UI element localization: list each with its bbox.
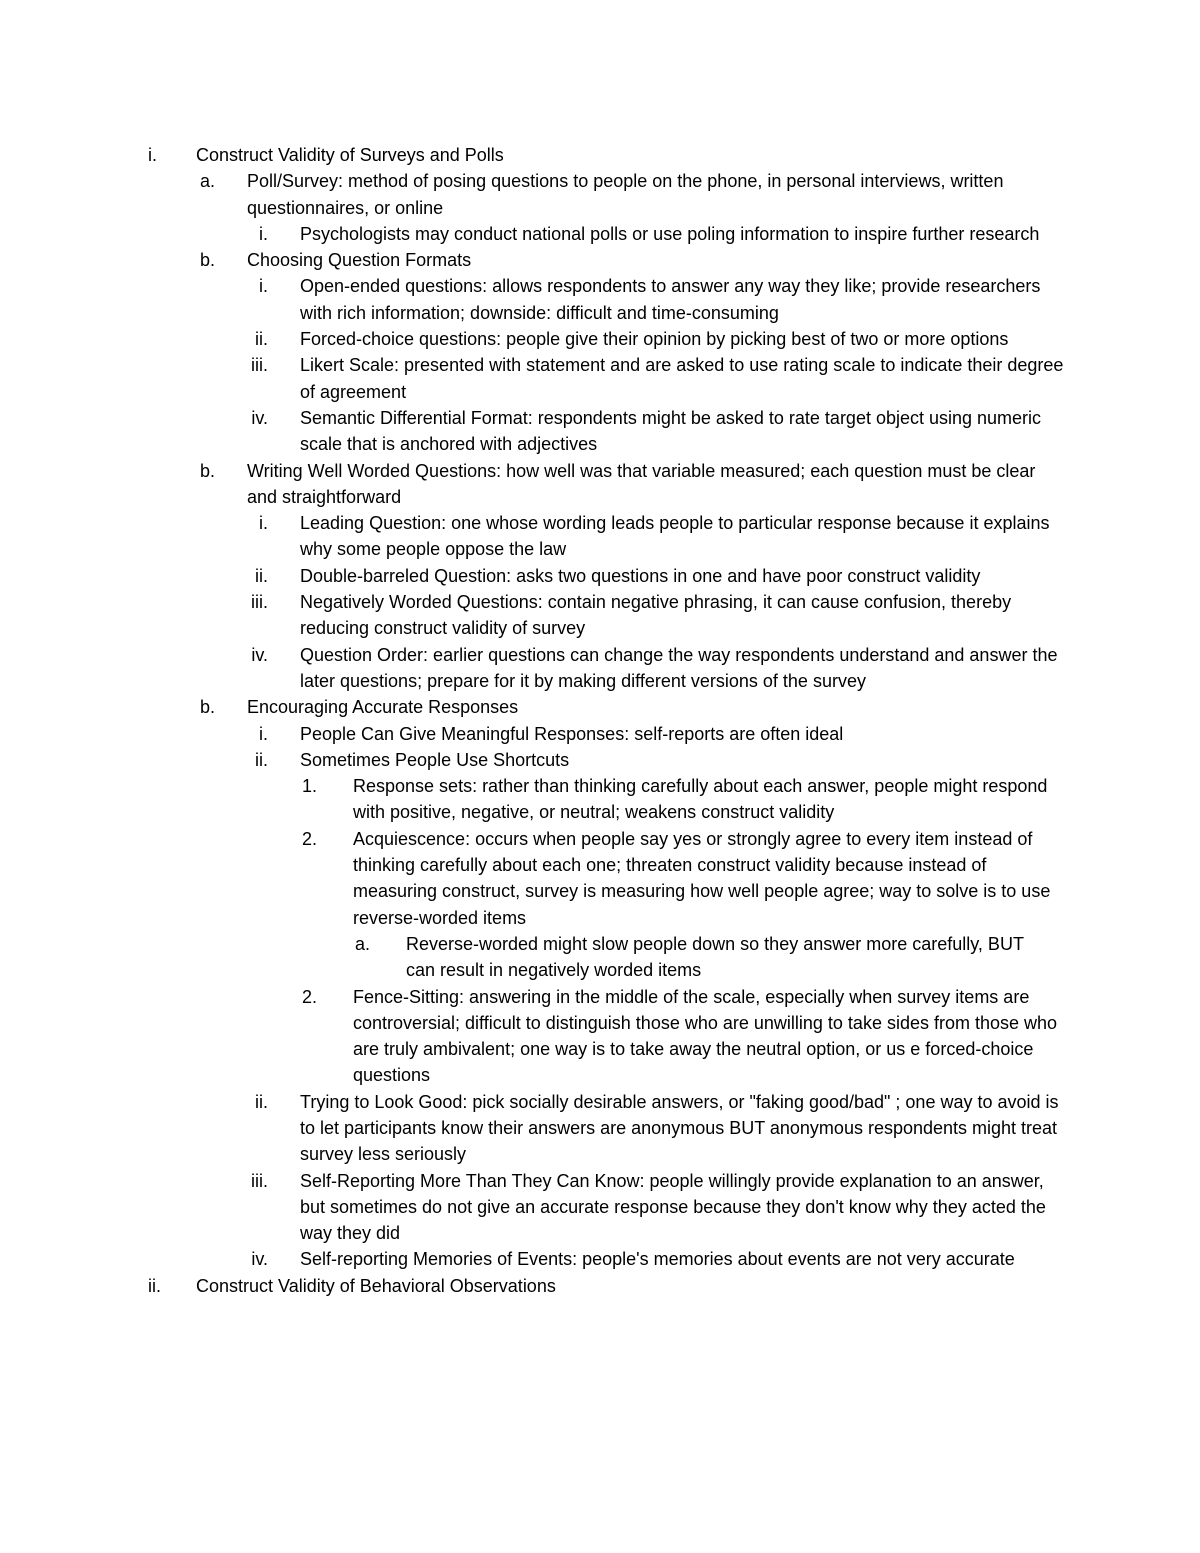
outline-item-level1 [0,142,1200,168]
outline-item-level4 [0,984,1200,1089]
item-text: Open-ended questions: allows respondents to answer any way they like; provide researchers with rich information; downside: difficult and time-consuming [300,276,1041,323]
item-text: Psychologists may conduct national polls or use poling information to inspire further research [300,223,1040,244]
outline-item-level3 [0,273,1200,326]
item-text: Trying to Look Good: pick socially desirable answers, or "faking good/bad" ; one way to avoid is to let participants know their answers are anonymous BUT anonymous respondents might treat survey less seriously [300,1091,1059,1165]
list-marker: ii. [255,565,268,586]
list-marker: iii. [251,1170,268,1191]
list-marker: iv. [251,1249,268,1270]
item-text: Acquiescence: occurs when people say yes or strongly agree to every item instead of thinking carefully about each one; threaten construct validity because instead of measuring construct, survey is measuring how well people agree; way to solve is to use reverse-worded items [353,828,1051,928]
outline-item-level2 [0,168,1200,221]
outline-item-level3 [0,563,1200,589]
item-text: Construct Validity of Behavioral Observations [196,1275,556,1296]
list-marker: i. [259,723,268,744]
outline-document [0,142,1200,1299]
outline-item-level2 [0,247,1200,273]
outline-item-level3 [0,1089,1200,1168]
item-text: Self-reporting Memories of Events: people's memories about events are not very accurate [300,1249,1015,1270]
item-text: Fence-Sitting: answering in the middle of the scale, especially when survey items are controversial; difficult to distinguish those who are unwilling to take sides from those who are truly ambivalent; one way is to take away the neutral option, or us e forced-choice questions [353,986,1058,1086]
outline-item-level3 [0,747,1200,773]
list-marker: 1. [302,776,318,797]
list-marker: 2. [302,986,318,1007]
list-marker: ii. [255,749,268,770]
item-text: Poll/Survey: method of posing questions to people on the phone, in personal interviews, written questionnaires, or online [247,171,1004,218]
outline-item-level2 [0,694,1200,720]
outline-item-level3 [0,405,1200,458]
item-text: Encouraging Accurate Responses [247,697,519,718]
item-text: Choosing Question Formats [247,250,472,271]
list-marker: 2. [302,828,318,849]
item-text: Writing Well Worded Questions: how well was that variable measured; each question must be clear and straightforward [247,460,1036,507]
item-text: Leading Question: one whose wording leads people to particular response because it explains why some people oppose the law [300,513,1050,560]
outline-item-level2 [0,458,1200,511]
item-text: Construct Validity of Surveys and Polls [196,145,504,165]
list-marker: ii. [148,1275,161,1296]
outline-item-level3 [0,721,1200,747]
list-marker: i. [148,145,157,165]
item-text: Double-barreled Question: asks two questions in one and have poor construct validity [300,565,981,586]
list-marker: i. [259,223,268,244]
outline-item-level3 [0,589,1200,642]
outline-item-level3 [0,1168,1200,1247]
item-text: Self-Reporting More Than They Can Know: people willingly provide explanation to an answer, but sometimes do not give an accurate response because they don't know why they acted the way they did [300,1170,1046,1244]
list-marker: i. [259,513,268,534]
item-text: Reverse-worded might slow people down so they answer more carefully, BUT can result in negatively worded items [406,933,1024,981]
item-text: Forced-choice questions: people give their opinion by picking best of two or more options [300,329,1009,350]
list-marker: b. [200,697,216,718]
list-marker: iii. [251,355,268,376]
item-text: Question Order: earlier questions can change the way respondents understand and answer the later questions; prepare for it by making different versions of the survey [300,644,1058,691]
outline-item-level3 [0,510,1200,563]
outline-item-level5 [0,931,1200,984]
outline-item-level3 [0,352,1200,405]
list-marker: ii. [255,1091,268,1112]
outline-item-level4 [0,773,1200,826]
outline-item-level1 [0,1273,1200,1299]
outline-item-level4 [0,826,1200,931]
outline-item-level3 [0,326,1200,352]
list-marker: iv. [251,407,268,428]
outline-item-level3 [0,221,1200,247]
item-text: Sometimes People Use Shortcuts [300,749,570,770]
item-text: People Can Give Meaningful Responses: self-reports are often ideal [300,723,844,744]
list-marker: b. [200,460,216,481]
list-marker: a. [200,171,216,192]
list-marker: iii. [251,592,268,613]
item-text: Response sets: rather than thinking carefully about each answer, people might respond with positive, negative, or neutral; weakens construct validity [353,776,1048,823]
list-marker: b. [200,250,216,271]
item-text: Likert Scale: presented with statement and are asked to use rating scale to indicate their degree of agreement [300,355,1064,402]
outline-item-level3 [0,1246,1200,1272]
item-text: Semantic Differential Format: respondents might be asked to rate target object using numeric scale that is anchored with adjectives [300,407,1042,455]
list-marker: iv. [251,644,268,665]
list-marker: i. [259,276,268,297]
item-text: Negatively Worded Questions: contain negative phrasing, it can cause confusion, thereby reducing construct validity of survey [300,592,1012,639]
list-marker: ii. [255,329,268,350]
list-marker: a. [355,933,371,954]
outline-item-level3 [0,642,1200,695]
